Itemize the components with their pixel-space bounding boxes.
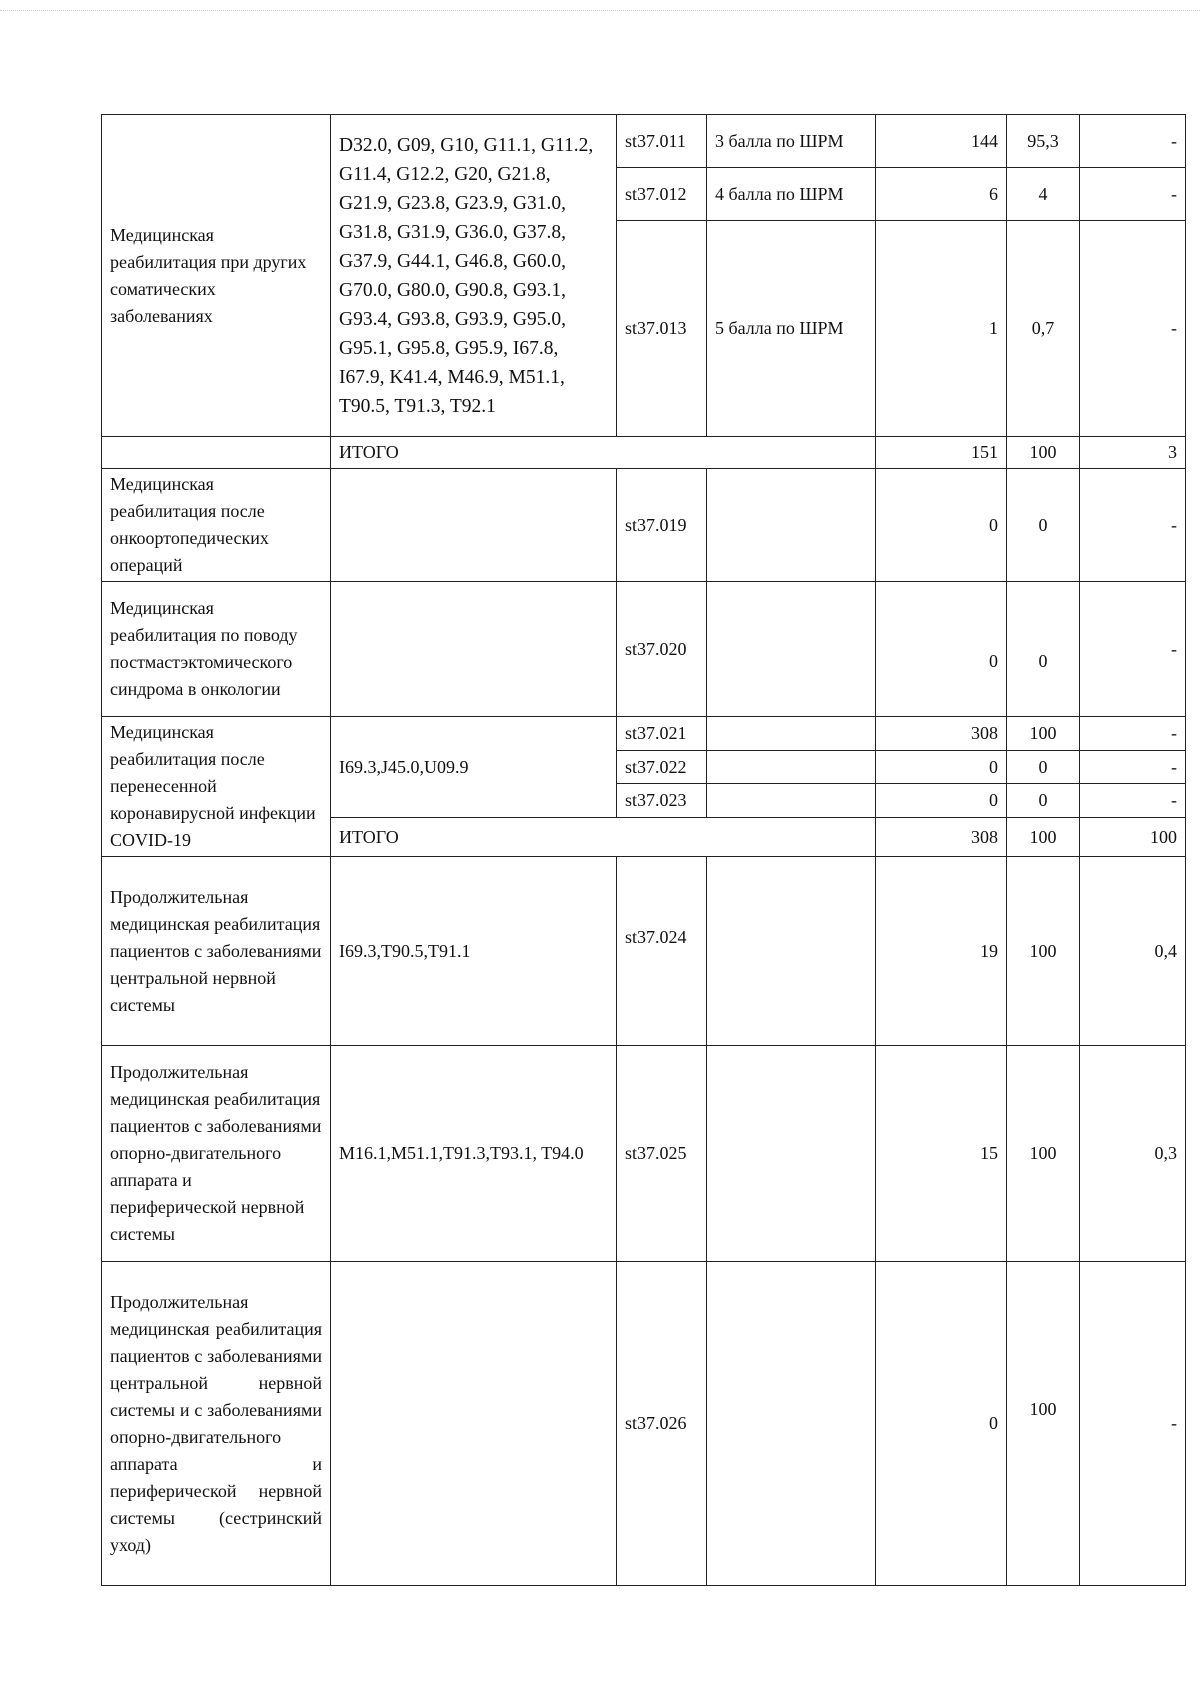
diagnosis-codes-somatic: D32.0, G09, G10, G11.1, G11.2, G11.4, G12.2, G20, G21.8, G21.9, G23.8, G23.9, G31.0, G31.8, G31.9, G36.0, G37.8, G37.9, G44.1, G46.8, G60.0, G70.0, G80.0, G90.8, G93.1, G93.4, G93.8, G93.9, G95.0, G95.1, G95.8, G95.9, I67.8, I67.9, K41.4, M46.9, M51.1, T90.5, T91.3, T92.1	[331, 115, 617, 437]
patient-count: 6	[876, 168, 1007, 221]
shrm-score: 5 балла по ШРМ	[707, 221, 876, 437]
ksg-code: st37.024	[617, 857, 707, 1046]
share-value: -	[1080, 221, 1186, 437]
percent-value: 0	[1007, 469, 1080, 582]
ksg-code: st37.021	[617, 717, 707, 751]
total-count: 151	[876, 437, 1007, 469]
group-name-nursing: Продолжительная медицинская реабилитация пациентов с заболеваниями центральной нервной системы и с заболеваниями опорно-двигательного аппарата и периферической нервной системы (сестринский уход)	[102, 1262, 331, 1586]
total-percent: 100	[1007, 818, 1080, 857]
diagnosis-codes-empty	[331, 469, 617, 582]
group-name-postmastectomy: Медицинская реабилитация по поводу постмастэктомического синдрома в онкологии	[102, 582, 331, 717]
share-value: -	[1080, 1262, 1186, 1586]
total-share: 100	[1080, 818, 1186, 857]
total-count: 308	[876, 818, 1007, 857]
diagnosis-codes-covid: I69.3,J45.0,U09.9	[331, 717, 617, 818]
group-name-cns-long: Продолжительная медицинская реабилитация пациентов с заболеваниями центральной нервной системы	[102, 857, 331, 1046]
share-value: -	[1080, 717, 1186, 751]
patient-count: 15	[876, 1046, 1007, 1262]
scan-edge-line	[0, 10, 1200, 11]
percent-value: 100	[1007, 1046, 1080, 1262]
shrm-empty	[707, 857, 876, 1046]
ksg-code: st37.023	[617, 784, 707, 818]
share-value: 0,3	[1080, 1046, 1186, 1262]
table-row	[102, 115, 1186, 168]
patient-count: 0	[876, 784, 1007, 818]
diagnosis-codes-musculo-long: M16.1,M51.1,T91.3,T93.1, T94.0	[331, 1046, 617, 1262]
share-value: -	[1080, 115, 1186, 168]
percent-value: 0	[1007, 750, 1080, 784]
table-row	[102, 717, 1186, 751]
ksg-code: st37.013	[617, 221, 707, 437]
patient-count: 0	[876, 750, 1007, 784]
total-label: ИТОГО	[331, 437, 876, 469]
share-value: -	[1080, 168, 1186, 221]
shrm-score: 4 балла по ШРМ	[707, 168, 876, 221]
group-name-covid: Медицинская реабилитация после перенесенной коронавирусной инфекции COVID-19	[102, 717, 331, 857]
table-row	[102, 857, 1186, 1046]
patient-count: 1	[876, 221, 1007, 437]
patient-count: 0	[876, 469, 1007, 582]
share-value: -	[1080, 582, 1186, 717]
empty-cell	[102, 437, 331, 469]
patient-count: 308	[876, 717, 1007, 751]
patient-count: 0	[876, 582, 1007, 717]
patient-count: 19	[876, 857, 1007, 1046]
shrm-empty	[707, 582, 876, 717]
percent-value: 100	[1007, 1262, 1080, 1586]
total-percent: 100	[1007, 437, 1080, 469]
percent-value: 95,3	[1007, 115, 1080, 168]
shrm-empty	[707, 750, 876, 784]
diagnosis-codes-empty	[331, 582, 617, 717]
ksg-code: st37.026	[617, 1262, 707, 1586]
share-value: -	[1080, 750, 1186, 784]
total-share: 3	[1080, 437, 1186, 469]
percent-value: 4	[1007, 168, 1080, 221]
percent-value: 0	[1007, 582, 1080, 717]
total-row	[102, 437, 1186, 469]
table-row	[102, 469, 1186, 582]
ksg-code: st37.012	[617, 168, 707, 221]
table-row	[102, 582, 1186, 717]
percent-value: 0,7	[1007, 221, 1080, 437]
share-value: -	[1080, 784, 1186, 818]
patient-count: 144	[876, 115, 1007, 168]
rehabilitation-table	[101, 114, 1186, 1586]
ksg-code: st37.025	[617, 1046, 707, 1262]
ksg-code: st37.022	[617, 750, 707, 784]
shrm-empty	[707, 717, 876, 751]
total-label: ИТОГО	[331, 818, 876, 857]
share-value: -	[1080, 469, 1186, 582]
group-name-somatic: Медицинская реабилитация при других соматических заболеваниях	[102, 115, 331, 437]
share-value: 0,4	[1080, 857, 1186, 1046]
group-name-onco-ortho: Медицинская реабилитация после онкоортопедических операций	[102, 469, 331, 582]
shrm-empty	[707, 784, 876, 818]
ksg-code: st37.011	[617, 115, 707, 168]
diagnosis-codes-empty	[331, 1262, 617, 1586]
percent-value: 100	[1007, 857, 1080, 1046]
ksg-code: st37.020	[617, 582, 707, 717]
shrm-empty	[707, 1262, 876, 1586]
shrm-empty	[707, 469, 876, 582]
percent-value: 0	[1007, 784, 1080, 818]
percent-value: 100	[1007, 717, 1080, 751]
shrm-score: 3 балла по ШРМ	[707, 115, 876, 168]
table-row	[102, 1262, 1186, 1586]
shrm-empty	[707, 1046, 876, 1262]
table-row	[102, 1046, 1186, 1262]
group-name-musculo-long: Продолжительная медицинская реабилитация пациентов с заболеваниями опорно-двигательного аппарата и периферической нервной системы	[102, 1046, 331, 1262]
patient-count: 0	[876, 1262, 1007, 1586]
ksg-code: st37.019	[617, 469, 707, 582]
diagnosis-codes-cns-long: I69.3,T90.5,T91.1	[331, 857, 617, 1046]
